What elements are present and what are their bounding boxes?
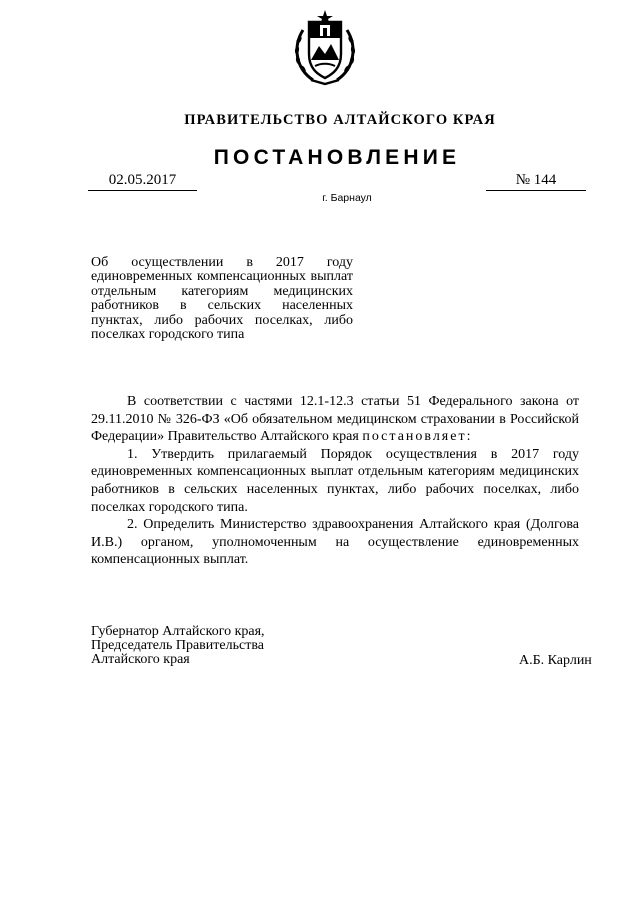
- document-city: г. Барнаул: [322, 192, 372, 204]
- signature-title-line-3: Алтайского края: [91, 652, 190, 668]
- signature-block: [91, 625, 391, 668]
- signature-title-line-1: Губернатор Алтайского края,: [91, 624, 265, 639]
- government-name: ПРАВИТЕЛЬСТВО АЛТАЙСКОГО КРАЯ: [184, 112, 496, 128]
- altai-krai-coat-of-arms-icon: [289, 8, 361, 88]
- document-number: № 144: [486, 172, 586, 191]
- decree-word: постановляет:: [362, 429, 473, 445]
- preamble-paragraph: [91, 393, 579, 446]
- document-body: [91, 393, 579, 569]
- preamble-text: В соответствии с частями 12.1-12.3 статьи 51 Федерального закона от 29.11.2010 № 326-ФЗ «Об обязательном медицинском страховании в Российской Федерации» Правительство Алтайского края: [91, 394, 579, 445]
- signature-title-line-2: Председатель Правительства: [91, 638, 264, 654]
- document-subject: Об осуществлении в 2017 году единовременных компенсационных выплат отдельным категориям медицинских работников в сельских населенных пунктах, либо рабочих поселках, либо поселках городского типа: [91, 255, 353, 343]
- signer-name: А.Б. Карлин: [519, 653, 592, 668]
- item-1-paragraph: 1. Утвердить прилагаемый Порядок осуществления в 2017 году единовременных компенсационных выплат отдельным категориям медицинских работников в сельских населенных пунктах, либо рабочих поселках, либо поселках городского типа.: [91, 446, 579, 515]
- item-2-paragraph: 2. Определить Министерство здравоохранения Алтайского края (Долгова И.В.) органом, уполномоченным на осуществление единовременных компенсационных выплат.: [91, 517, 579, 568]
- document-date: 02.05.2017: [88, 172, 197, 191]
- document-type-title: ПОСТАНОВЛЕНИЕ: [213, 146, 461, 169]
